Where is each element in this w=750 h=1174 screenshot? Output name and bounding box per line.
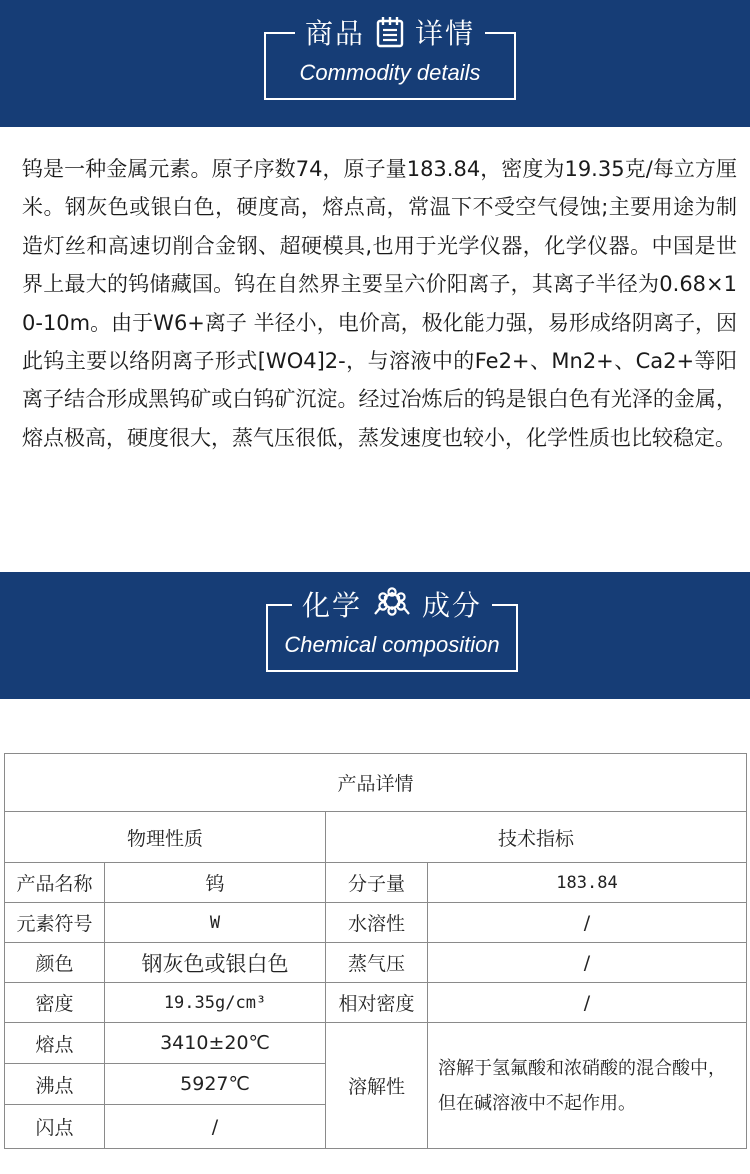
row-value: 钨 <box>105 863 326 903</box>
section-title-left: 商品 <box>304 17 365 50</box>
row-label: 相对密度 <box>326 983 428 1023</box>
section-title-right: 详情 <box>415 17 476 50</box>
section-subtitle: Commodity details <box>299 60 481 85</box>
row-value: 19.35g/cm³ <box>105 983 326 1023</box>
row-label: 密度 <box>5 983 105 1023</box>
table-row <box>5 943 747 983</box>
row-label: 闪点 <box>5 1105 105 1149</box>
section-title-left: 化学 <box>301 589 362 622</box>
row-label: 分子量 <box>326 863 428 903</box>
table-row <box>5 983 747 1023</box>
section-title-right: 成分 <box>422 589 483 622</box>
banner-frame <box>266 589 518 672</box>
row-label: 产品名称 <box>5 863 105 903</box>
row-label: 颜色 <box>5 943 105 983</box>
row-value: / <box>105 1105 326 1149</box>
row-value: / <box>428 983 747 1023</box>
table-row <box>5 863 747 903</box>
notepad-icon <box>375 16 405 48</box>
row-value: / <box>428 943 747 983</box>
solubility-label: 溶解性 <box>326 1023 428 1149</box>
commodity-details-banner <box>0 0 750 127</box>
row-label: 水溶性 <box>326 903 428 943</box>
banner-frame <box>264 17 516 100</box>
row-label: 熔点 <box>5 1023 105 1064</box>
row-label: 沸点 <box>5 1064 105 1105</box>
row-value: 钢灰色或银白色 <box>105 943 326 983</box>
product-description: 钨是一种金属元素。原子序数74，原子量183.84，密度为19.35克/每立方厘米。钢灰色或银白色，硬度高，熔点高，常温下不受空气侵蚀;主要用途为制造灯丝和高速切削合金钢、超硬模具,也用于光学仪器，化学仪器。中国是世界上最大的钨储藏国。钨在自然界主要呈六价阳离子，其离子半径为0.68×10-10m。由于W6+离子 半径小，电价高，极化能力强，易形成络阴离子，因此钨主要以络阴离子形式[WO4]2-，与溶液中的Fe2+、Mn2+、Ca2+等阳离子结合形成黑钨矿或白钨矿沉淀。经过冶炼后的钨是银白色有光泽的金属，熔点极高，硬度很大，蒸气压很低，蒸发速度也较小，化学性质也比较稳定。 <box>22 157 737 450</box>
row-label: 元素符号 <box>5 903 105 943</box>
molecule-icon <box>372 587 412 621</box>
section-subtitle: Chemical composition <box>284 632 500 657</box>
row-value: 5927℃ <box>105 1064 326 1105</box>
table-row <box>5 1023 747 1064</box>
table-caption-row <box>5 754 747 812</box>
row-value: / <box>428 903 747 943</box>
chemical-composition-banner <box>0 572 750 699</box>
table-header-row <box>5 812 747 863</box>
row-label: 蒸气压 <box>326 943 428 983</box>
row-value: 183.84 <box>428 863 747 903</box>
product-spec-table <box>4 753 747 1149</box>
table-row <box>5 903 747 943</box>
header-technical-indicators: 技术指标 <box>326 812 747 863</box>
row-value: 3410±20℃ <box>105 1023 326 1064</box>
solubility-value: 溶解于氢氟酸和浓硝酸的混合酸中，但在碱溶液中不起作用。 <box>428 1023 747 1149</box>
header-physical-properties: 物理性质 <box>5 812 326 863</box>
table-caption: 产品详情 <box>5 754 747 812</box>
row-value: W <box>105 903 326 943</box>
